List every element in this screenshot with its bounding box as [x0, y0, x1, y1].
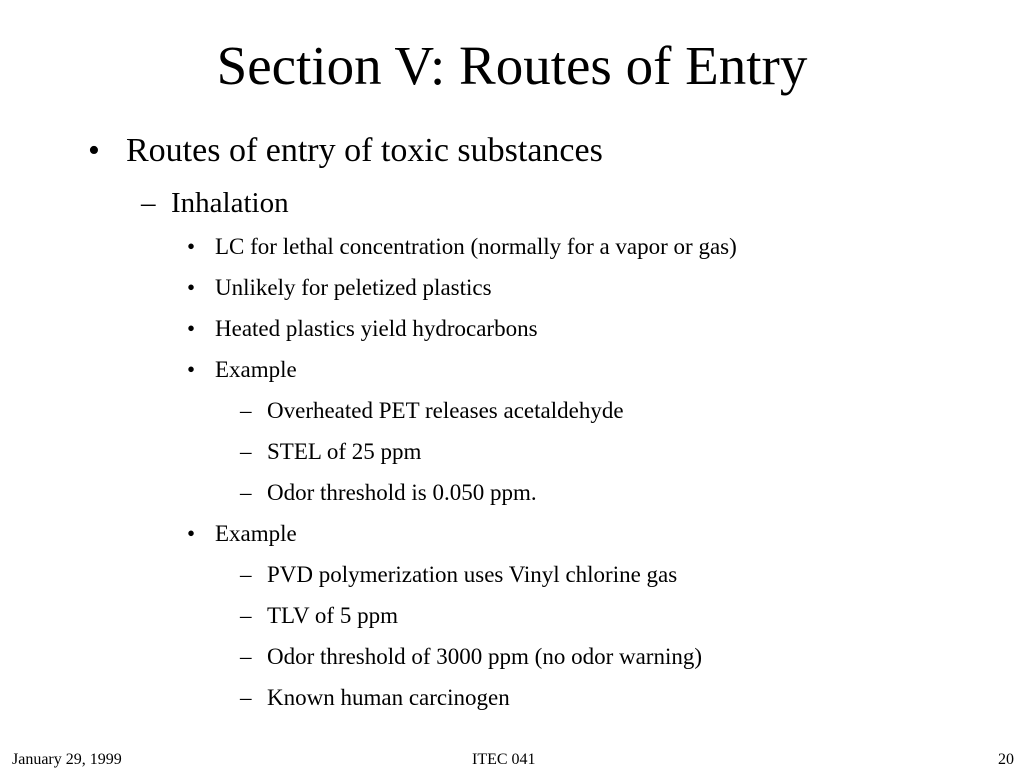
dash-marker: –: [141, 187, 156, 219]
bullet-marker: •: [187, 316, 196, 341]
bullet-level-4: [240, 561, 678, 589]
bullet-level-3: [187, 274, 492, 302]
bullet-text: Known human carcinogen: [267, 685, 510, 710]
bullet-level-3: [187, 520, 297, 548]
bullet-text: STEL of 25 ppm: [267, 439, 422, 464]
dash-marker: –: [240, 685, 252, 710]
bullet-level-4: [240, 643, 703, 671]
dash-marker: –: [240, 439, 252, 464]
bullet-marker: •: [187, 521, 196, 546]
bullet-level-4: [240, 684, 510, 712]
dash-marker: –: [240, 480, 252, 505]
bullet-text: Odor threshold is 0.050 ppm.: [267, 480, 537, 505]
bullet-text: Odor threshold of 3000 ppm (no odor warning): [267, 644, 703, 669]
dash-marker: –: [240, 603, 252, 628]
footer-course: ITEC 041: [472, 751, 536, 768]
bullet-level-3: [187, 315, 538, 343]
dash-marker: –: [240, 644, 252, 669]
bullet-level-1: [88, 131, 603, 171]
bullet-text: Overheated PET releases acetaldehyde: [267, 398, 624, 423]
footer-page-number: 20: [998, 751, 1014, 768]
bullet-level-4: [240, 479, 537, 507]
bullet-level-4: [240, 602, 398, 630]
dash-marker: –: [240, 562, 252, 587]
dash-marker: –: [240, 398, 252, 423]
bullet-text: Example: [215, 521, 297, 546]
bullet-level-4: [240, 397, 624, 425]
bullet-text: Inhalation: [171, 187, 289, 219]
slide-title: Section V: Routes of Entry: [216, 35, 808, 96]
bullet-text: PVD polymerization uses Vinyl chlorine gas: [267, 562, 678, 587]
bullet-level-2: [141, 186, 289, 220]
footer-date: January 29, 1999: [12, 751, 122, 768]
bullet-marker: •: [187, 275, 196, 300]
bullet-text: Example: [215, 357, 297, 382]
bullet-text: TLV of 5 ppm: [267, 603, 398, 628]
bullet-marker: •: [187, 357, 196, 382]
bullet-marker: •: [88, 132, 100, 169]
bullet-text: LC for lethal concentration (normally for a vapor or gas): [215, 234, 737, 259]
bullet-level-3: [187, 356, 297, 384]
bullet-text: Routes of entry of toxic substances: [126, 132, 603, 169]
bullet-level-3: [187, 233, 737, 261]
bullet-level-4: [240, 438, 422, 466]
bullet-text: Unlikely for peletized plastics: [215, 275, 492, 300]
bullet-text: Heated plastics yield hydrocarbons: [215, 316, 538, 341]
bullet-marker: •: [187, 234, 196, 259]
